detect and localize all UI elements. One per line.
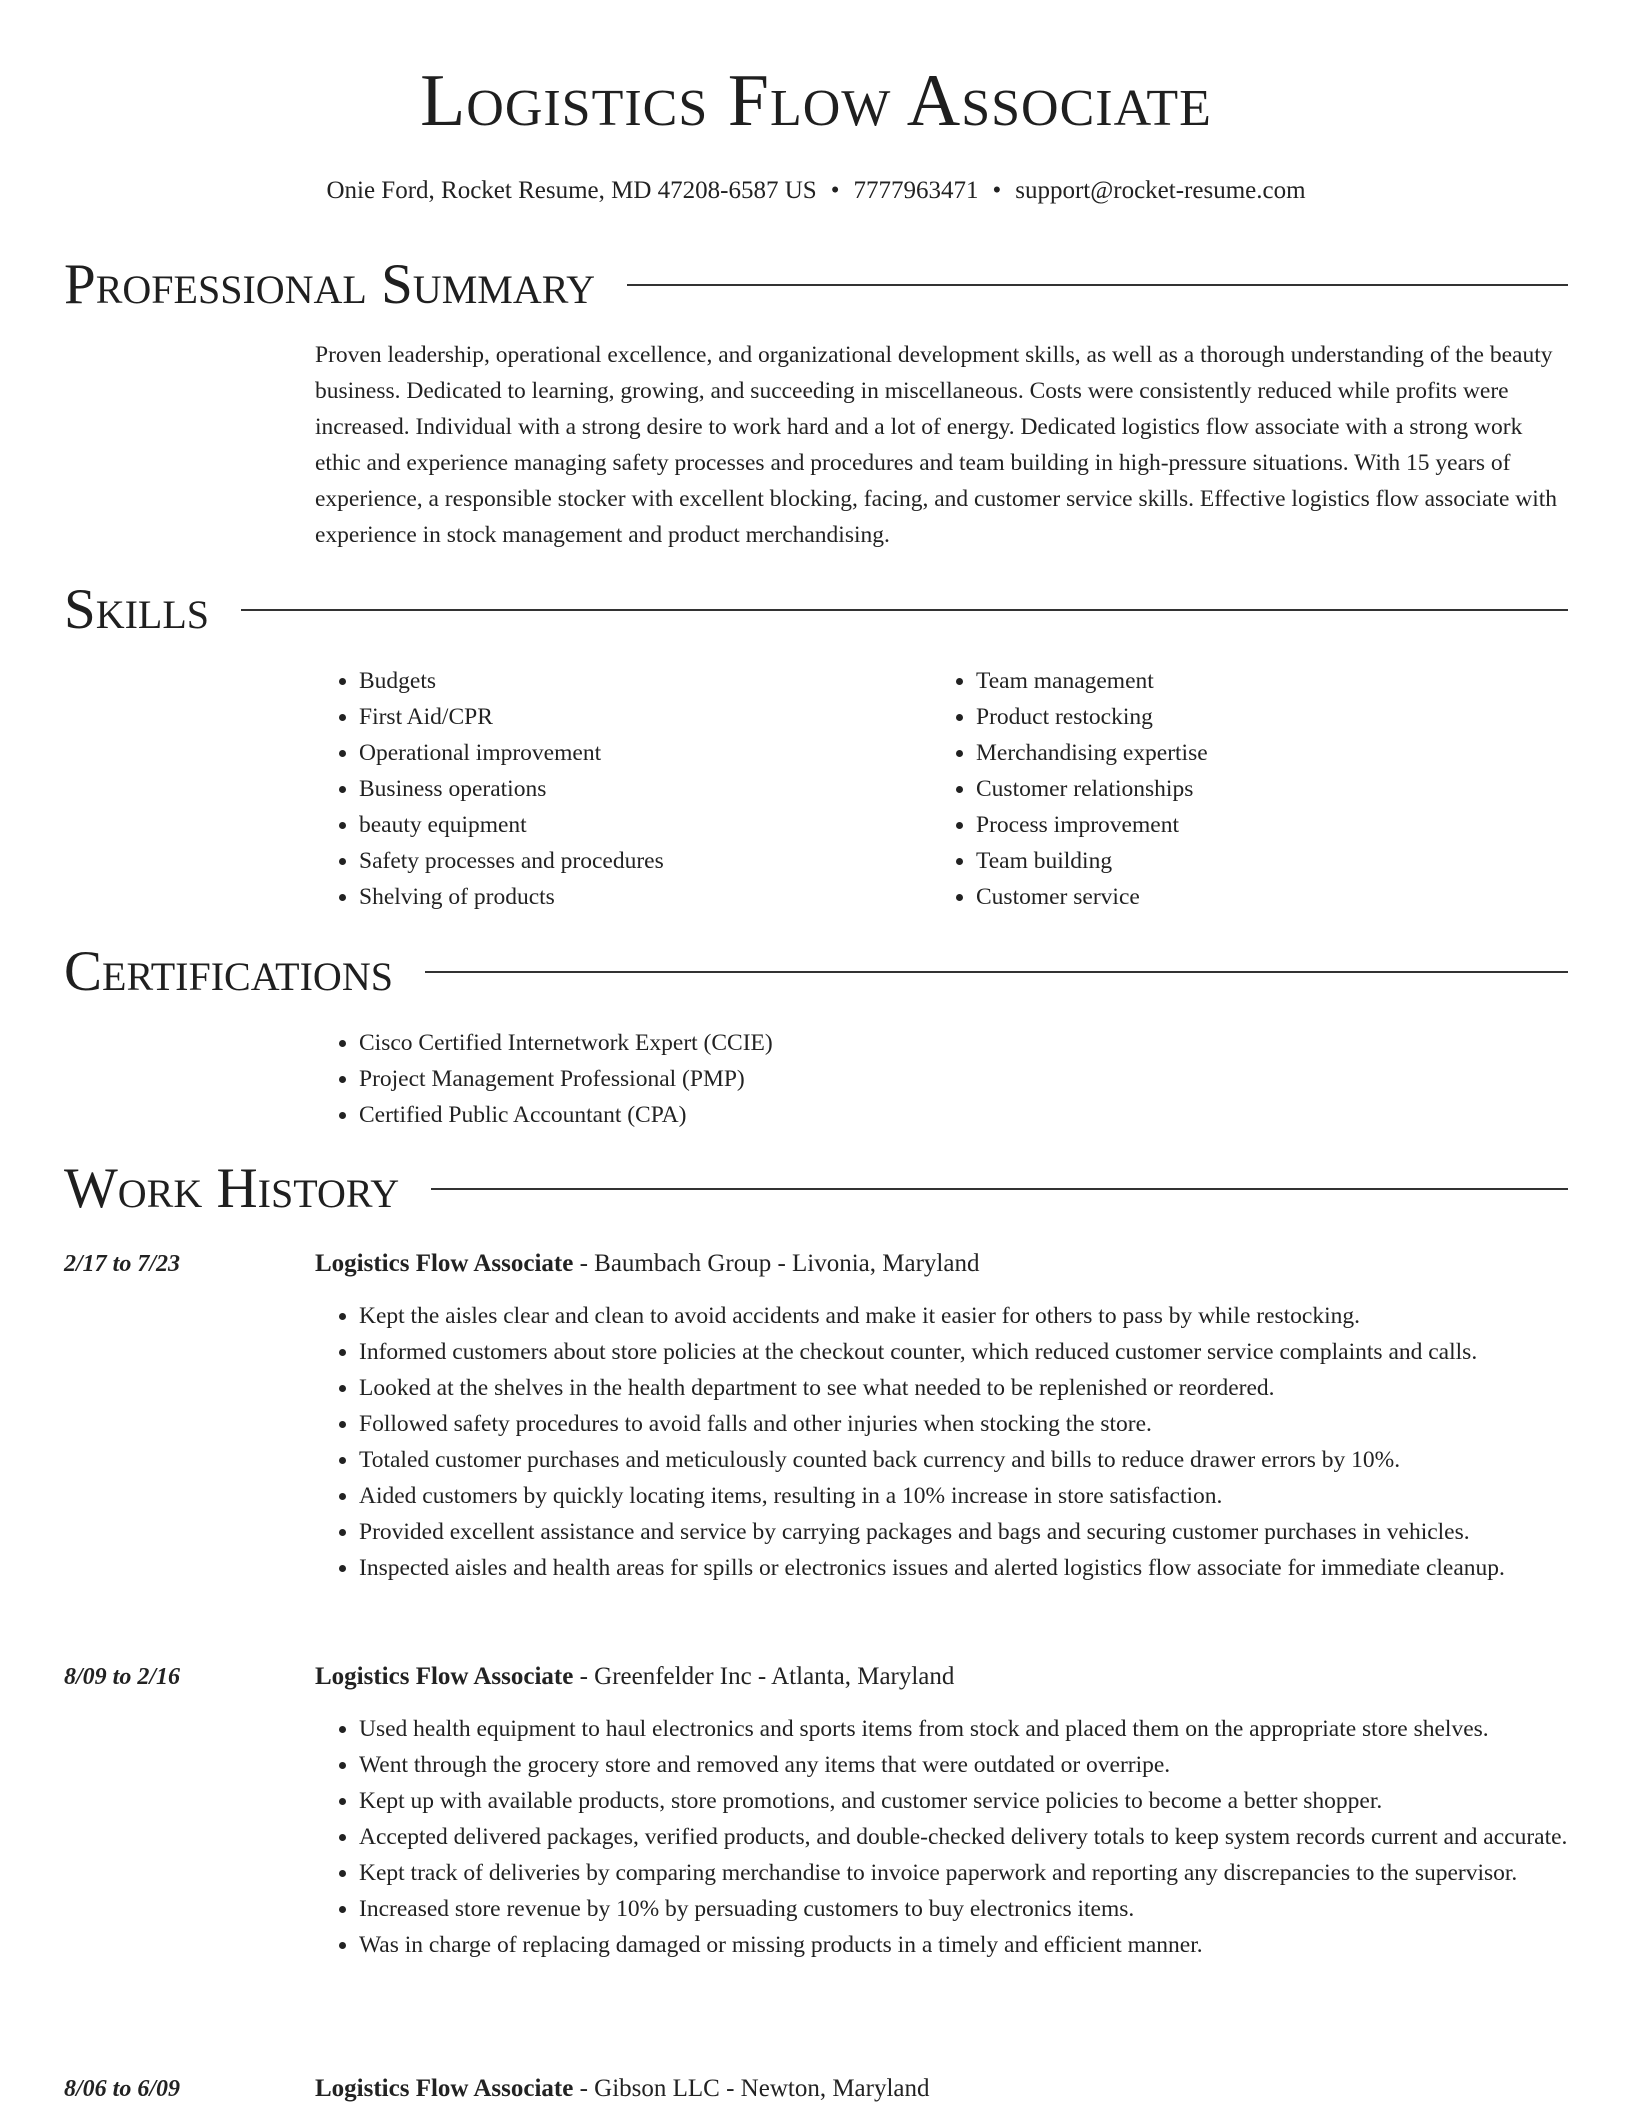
duty-item: • Kept track of deliveries by comparing merchandise to invoice paperwork and reporting any discrepancies to the supervisor. [359, 1855, 1570, 1891]
certifications-heading: Certifications [64, 940, 393, 1003]
contact-phone: 7777963471 [853, 177, 979, 204]
skill-item: • First Aid/CPR [359, 699, 895, 735]
skill-item: • Team management [976, 663, 1512, 699]
skill-item: • Merchandising expertise [976, 735, 1512, 771]
skill-item: • Process improvement [976, 807, 1512, 843]
job-employer: - Gibson LLC - Newton, Maryland [573, 2075, 930, 2102]
skill-item: • Product restocking [976, 699, 1512, 735]
duties-list [315, 1298, 1570, 1586]
job-title: Logistics Flow Associate [315, 2075, 574, 2102]
duty-item: • Increased store revenue by 10% by persuading customers to buy electronics items. [359, 1891, 1570, 1927]
duties-list [315, 1711, 1570, 1963]
contact-separator: • [830, 177, 840, 204]
skill-item: • beauty equipment [359, 807, 895, 843]
contact-separator: • [992, 177, 1002, 204]
job-dates: 8/09 to 2/16 [64, 1664, 181, 1690]
summary-heading: Professional Summary [64, 253, 596, 316]
skill-item: • Operational improvement [359, 735, 895, 771]
section-divider [431, 1188, 1568, 1190]
skills-column-right [932, 663, 1512, 915]
skills-section-header [64, 578, 1568, 642]
skills-column-left [315, 663, 895, 915]
skills-list-right [932, 663, 1512, 915]
duty-item: • Used health equipment to haul electronics and sports items from stock and placed them on the appropriate store shelves. [359, 1711, 1570, 1747]
duty-item: • Followed safety procedures to avoid falls and other injuries when stocking the store. [359, 1406, 1570, 1442]
skill-item: • Customer relationships [976, 771, 1512, 807]
job-heading [315, 1246, 1570, 1282]
skill-item: • Budgets [359, 663, 895, 699]
job-heading [315, 2071, 1570, 2107]
duty-item: • Accepted delivered packages, verified products, and double-checked delivery totals to keep system records current and accurate. [359, 1819, 1570, 1855]
section-divider [241, 609, 1568, 611]
certifications-section-header [64, 940, 1568, 1004]
job-duties [315, 1298, 1570, 1586]
job-employer: - Baumbach Group - Livonia, Maryland [573, 1250, 980, 1277]
job-dates: 2/17 to 7/23 [64, 1251, 181, 1277]
skill-item: • Customer service [976, 879, 1512, 915]
skill-item: • Business operations [359, 771, 895, 807]
duty-item: • Totaled customer purchases and meticulously counted back currency and bills to reduce drawer errors by 10%. [359, 1442, 1570, 1478]
skill-item: • Shelving of products [359, 879, 895, 915]
duty-item: • Informed customers about store policies at the checkout counter, which reduced customer service complaints and calls. [359, 1334, 1570, 1370]
job-title: Logistics Flow Associate [315, 1663, 574, 1690]
duty-item: • Was in charge of replacing damaged or missing products in a timely and efficient manner. [359, 1927, 1570, 1963]
duty-item: • Kept the aisles clear and clean to avoid accidents and make it easier for others to pass by while restocking. [359, 1298, 1570, 1334]
job-employer: - Greenfelder Inc - Atlanta, Maryland [573, 1663, 955, 1690]
duty-item: • Provided excellent assistance and service by carrying packages and bags and securing customer purchases in vehicles. [359, 1514, 1570, 1550]
skill-item: • Team building [976, 843, 1512, 879]
summary-section-header [64, 253, 1568, 317]
resume-title: Logistics Flow Associate [420, 60, 1212, 142]
duty-item: • Aided customers by quickly locating items, resulting in a 10% increase in store satisfaction. [359, 1478, 1570, 1514]
summary-body [315, 337, 1570, 553]
certification-item: • Cisco Certified Internetwork Expert (CCIE) [359, 1025, 1570, 1061]
certification-item: • Certified Public Accountant (CPA) [359, 1097, 1570, 1133]
skills-heading: Skills [64, 578, 210, 641]
skill-item: • Safety processes and procedures [359, 843, 895, 879]
work-section-header [64, 1157, 1568, 1221]
section-divider [627, 284, 1568, 286]
section-divider [425, 971, 1568, 973]
job-title: Logistics Flow Associate [315, 1250, 574, 1277]
contact-line [0, 174, 1632, 208]
certifications-list [315, 1025, 1570, 1133]
duty-item: • Kept up with available products, store promotions, and customer service policies to become a better shopper. [359, 1783, 1570, 1819]
duty-item: • Inspected aisles and health areas for spills or electronics issues and alerted logistics flow associate for immediate cleanup. [359, 1550, 1570, 1586]
duty-item: • Looked at the shelves in the health department to see what needed to be replenished or reordered. [359, 1370, 1570, 1406]
work-heading: Work History [64, 1157, 400, 1220]
certifications-body [315, 1025, 1570, 1133]
job-duties [315, 1711, 1570, 1963]
summary-text: Proven leadership, operational excellence, and organizational development skills, as well as a thorough understanding of the beauty business. Dedicated to learning, growing, and succeeding in miscellaneous. Costs were consistently reduced while profits were increased. Individual with a strong desire to work hard and a lot of energy. Dedicated logistics flow associate with a strong work ethic and experience managing safety processes and procedures and team building in high-pressure situations. With 15 years of experience, a responsible stocker with excellent blocking, facing, and customer service skills. Effective logistics flow associate with experience in stock management and product merchandising. [315, 342, 1558, 548]
contact-address: Onie Ford, Rocket Resume, MD 47208-6587 US [326, 177, 817, 204]
contact-email[interactable]: support@rocket-resume.com [1015, 177, 1306, 204]
certification-item: • Project Management Professional (PMP) [359, 1061, 1570, 1097]
duty-item: • Went through the grocery store and removed any items that were outdated or overripe. [359, 1747, 1570, 1783]
job-dates: 8/06 to 6/09 [64, 2076, 181, 2102]
job-heading [315, 1659, 1570, 1695]
skills-list-left [315, 663, 895, 915]
